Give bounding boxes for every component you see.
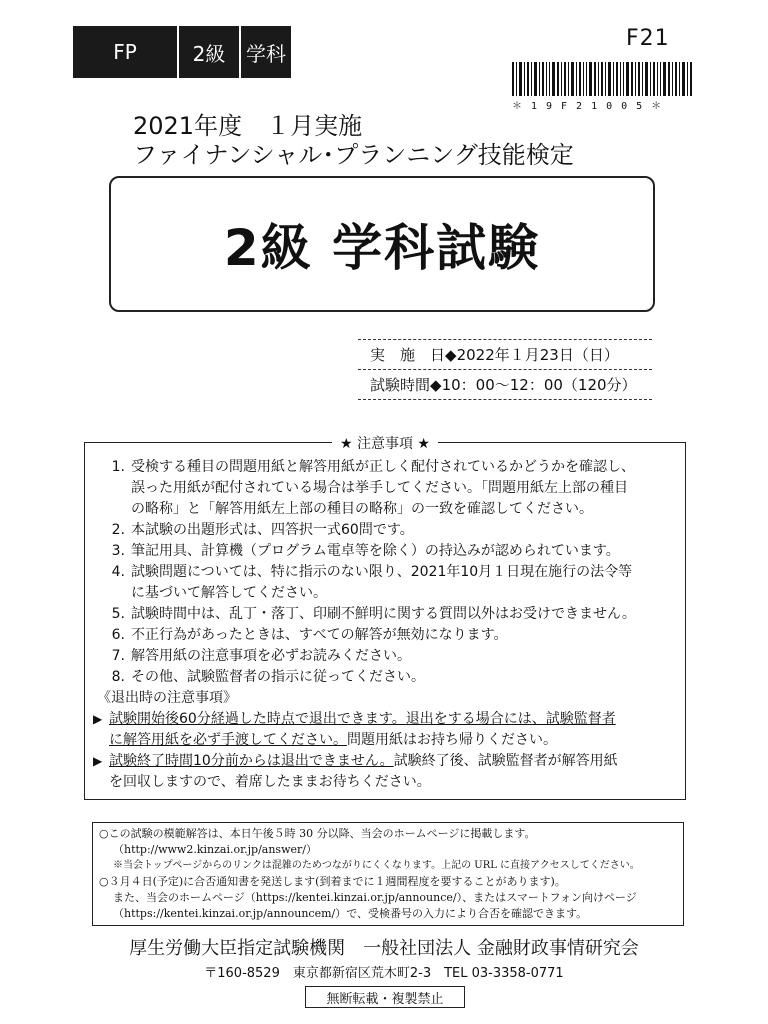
result-url: また、当会のホームページ（https://kentei.kinzai.or.jp/announce/）、またはスマートフォン向けページ	[113, 891, 637, 904]
date-label: 実 施 日	[370, 346, 446, 364]
list-item: 3. 筆記用具、計算機（プログラム電卓等を除く）の持込みが認められています。	[111, 543, 620, 559]
schedule-table	[358, 339, 652, 400]
copyright-notice: 無断転載・複製禁止	[305, 986, 465, 1008]
exit-bullet: ▶ 試験開始後60分経過した時点で退出できます。退出をする場合には、試験監督者	[93, 709, 677, 730]
diamond-icon: ◆	[445, 345, 457, 364]
list-item: 1. 受検する種目の問題用紙と解答用紙が正しく配付されているかどうかを確認し、 誤った用紙が配付されている場合は挙手してください。「問題用紙左上部の種目 の略称」と「解答用紙左上部の種目の略称」の一致を確認してください。	[111, 459, 635, 517]
list-item: 6. 不正行為があったときは、すべての解答が無効になります。	[111, 627, 508, 643]
list-item: 4. 試験問題については、特に指示のない限り、2021年10月１日現在施行の法令等 に基づいて解答してください。	[111, 564, 633, 601]
info-box	[92, 822, 684, 926]
tag-subject: 学科	[246, 41, 286, 66]
barcode-image	[512, 62, 692, 96]
main-title-box	[109, 176, 655, 312]
exit-notice-title: 《退出時の注意事項》	[97, 690, 237, 706]
subject-tag	[73, 26, 291, 78]
time-label: 試験時間	[370, 376, 431, 394]
diamond-icon: ◆	[430, 375, 442, 394]
exam-period: 2021年度 １月実施	[133, 112, 363, 140]
list-item: 2. 本試験の出題形式は、四答択一式60問です。	[111, 522, 414, 538]
notice-box	[84, 436, 686, 800]
tag-fp: FP	[73, 26, 179, 78]
notice-heading-wrap	[85, 433, 685, 453]
notice-heading: ★ 注意事項 ★	[332, 436, 438, 452]
organization-name: 厚生労働大臣指定試験機関 一般社団法人 金融財政事情研究会	[129, 938, 639, 959]
time-row	[358, 369, 652, 400]
triangle-bullet-icon: ▶	[93, 712, 103, 726]
exit-bullet: ▶ 試験終了時間10分前からは退出できません。試験終了後、試験監督者が解答用紙	[93, 751, 677, 772]
answer-url: （http://www2.kinzai.or.jp/answer/）	[113, 843, 317, 856]
answer-info: ○この試験の模範解答は、本日午後５時 30 分以降、当会のホームページに掲載します。	[99, 827, 536, 840]
main-title: 2級 学科試験	[223, 219, 541, 277]
result-mobile-url: （https://kentei.kinzai.or.jp/announcem/）で、受検番号の入力により合否を確認できます。	[113, 907, 588, 920]
result-info: ○３月４日(予定)に合否通知書を発送します(到着までに１週間程度を要することがあります)。	[99, 875, 566, 888]
exam-name: ファイナンシャル･プランニング技能検定	[133, 141, 574, 169]
exam-code: F21	[626, 26, 670, 51]
triangle-bullet-icon: ▶	[93, 754, 103, 768]
list-item: 5. 試験時間中は、乱丁・落丁、印刷不鮮明に関する質問以外はお受けできません。	[111, 606, 636, 622]
list-item: 7. 解答用紙の注意事項を必ずお読みください。	[111, 648, 411, 664]
time-value: 10：00～12：00（120分）	[441, 376, 637, 394]
list-item: 8. その他、試験監督者の指示に従ってください。	[111, 669, 425, 685]
organization-address: 〒160-8529 東京都新宿区荒木町2-3 TEL 03-3358-0771	[204, 966, 564, 981]
notice-list: 1. 受検する種目の問題用紙と解答用紙が正しく配付されているかどうかを確認し、 誤った用紙が配付されている場合は挙手してください。「問題用紙左上部の種目 の略称」と「解答用紙左上部の種目の略称」の一致を確認してください。 2. 本試験の出題形式は、四答択一式60問です。 3. 筆記用具、計算機（プログラム電卓等を除く）の持込みが認められています。 4. 試験問題については、特に指示のない限り、2021年10月１日現在施行の法令等 に基づいて解答してください。 5. 試験時間中は、乱丁・落丁、印刷不鮮明に関する質問以外はお受けできません。 6. 不正行為があったときは、すべての解答が無効になります。 7. 解答用紙の注意事項を必ずお読みください。 8. その他、試験監督者の指示に従ってください。 《退出時の注意事項》 ▶ 試験開始後60分経過した時点で退出できます。退出をする場合には、試験監督者 に解答用紙を必ず手渡してください。問題用紙はお持ち帰りください。 ▶ 試験終了時間10分前からは退出できません。試験終了後、試験監督者が解答用紙 を回収しますので、着席したままお待ちください。	[93, 457, 677, 793]
date-row	[358, 339, 652, 369]
access-note: ※当会トップページからのリンクは混雑のためつながりにくくなります。上記の URL に直接アクセスしてください。	[113, 860, 640, 871]
tag-grade: 2級	[179, 26, 241, 78]
date-value: 2022年１月23日（日）	[456, 346, 619, 364]
barcode-text: ＊19F21005＊	[512, 101, 671, 112]
